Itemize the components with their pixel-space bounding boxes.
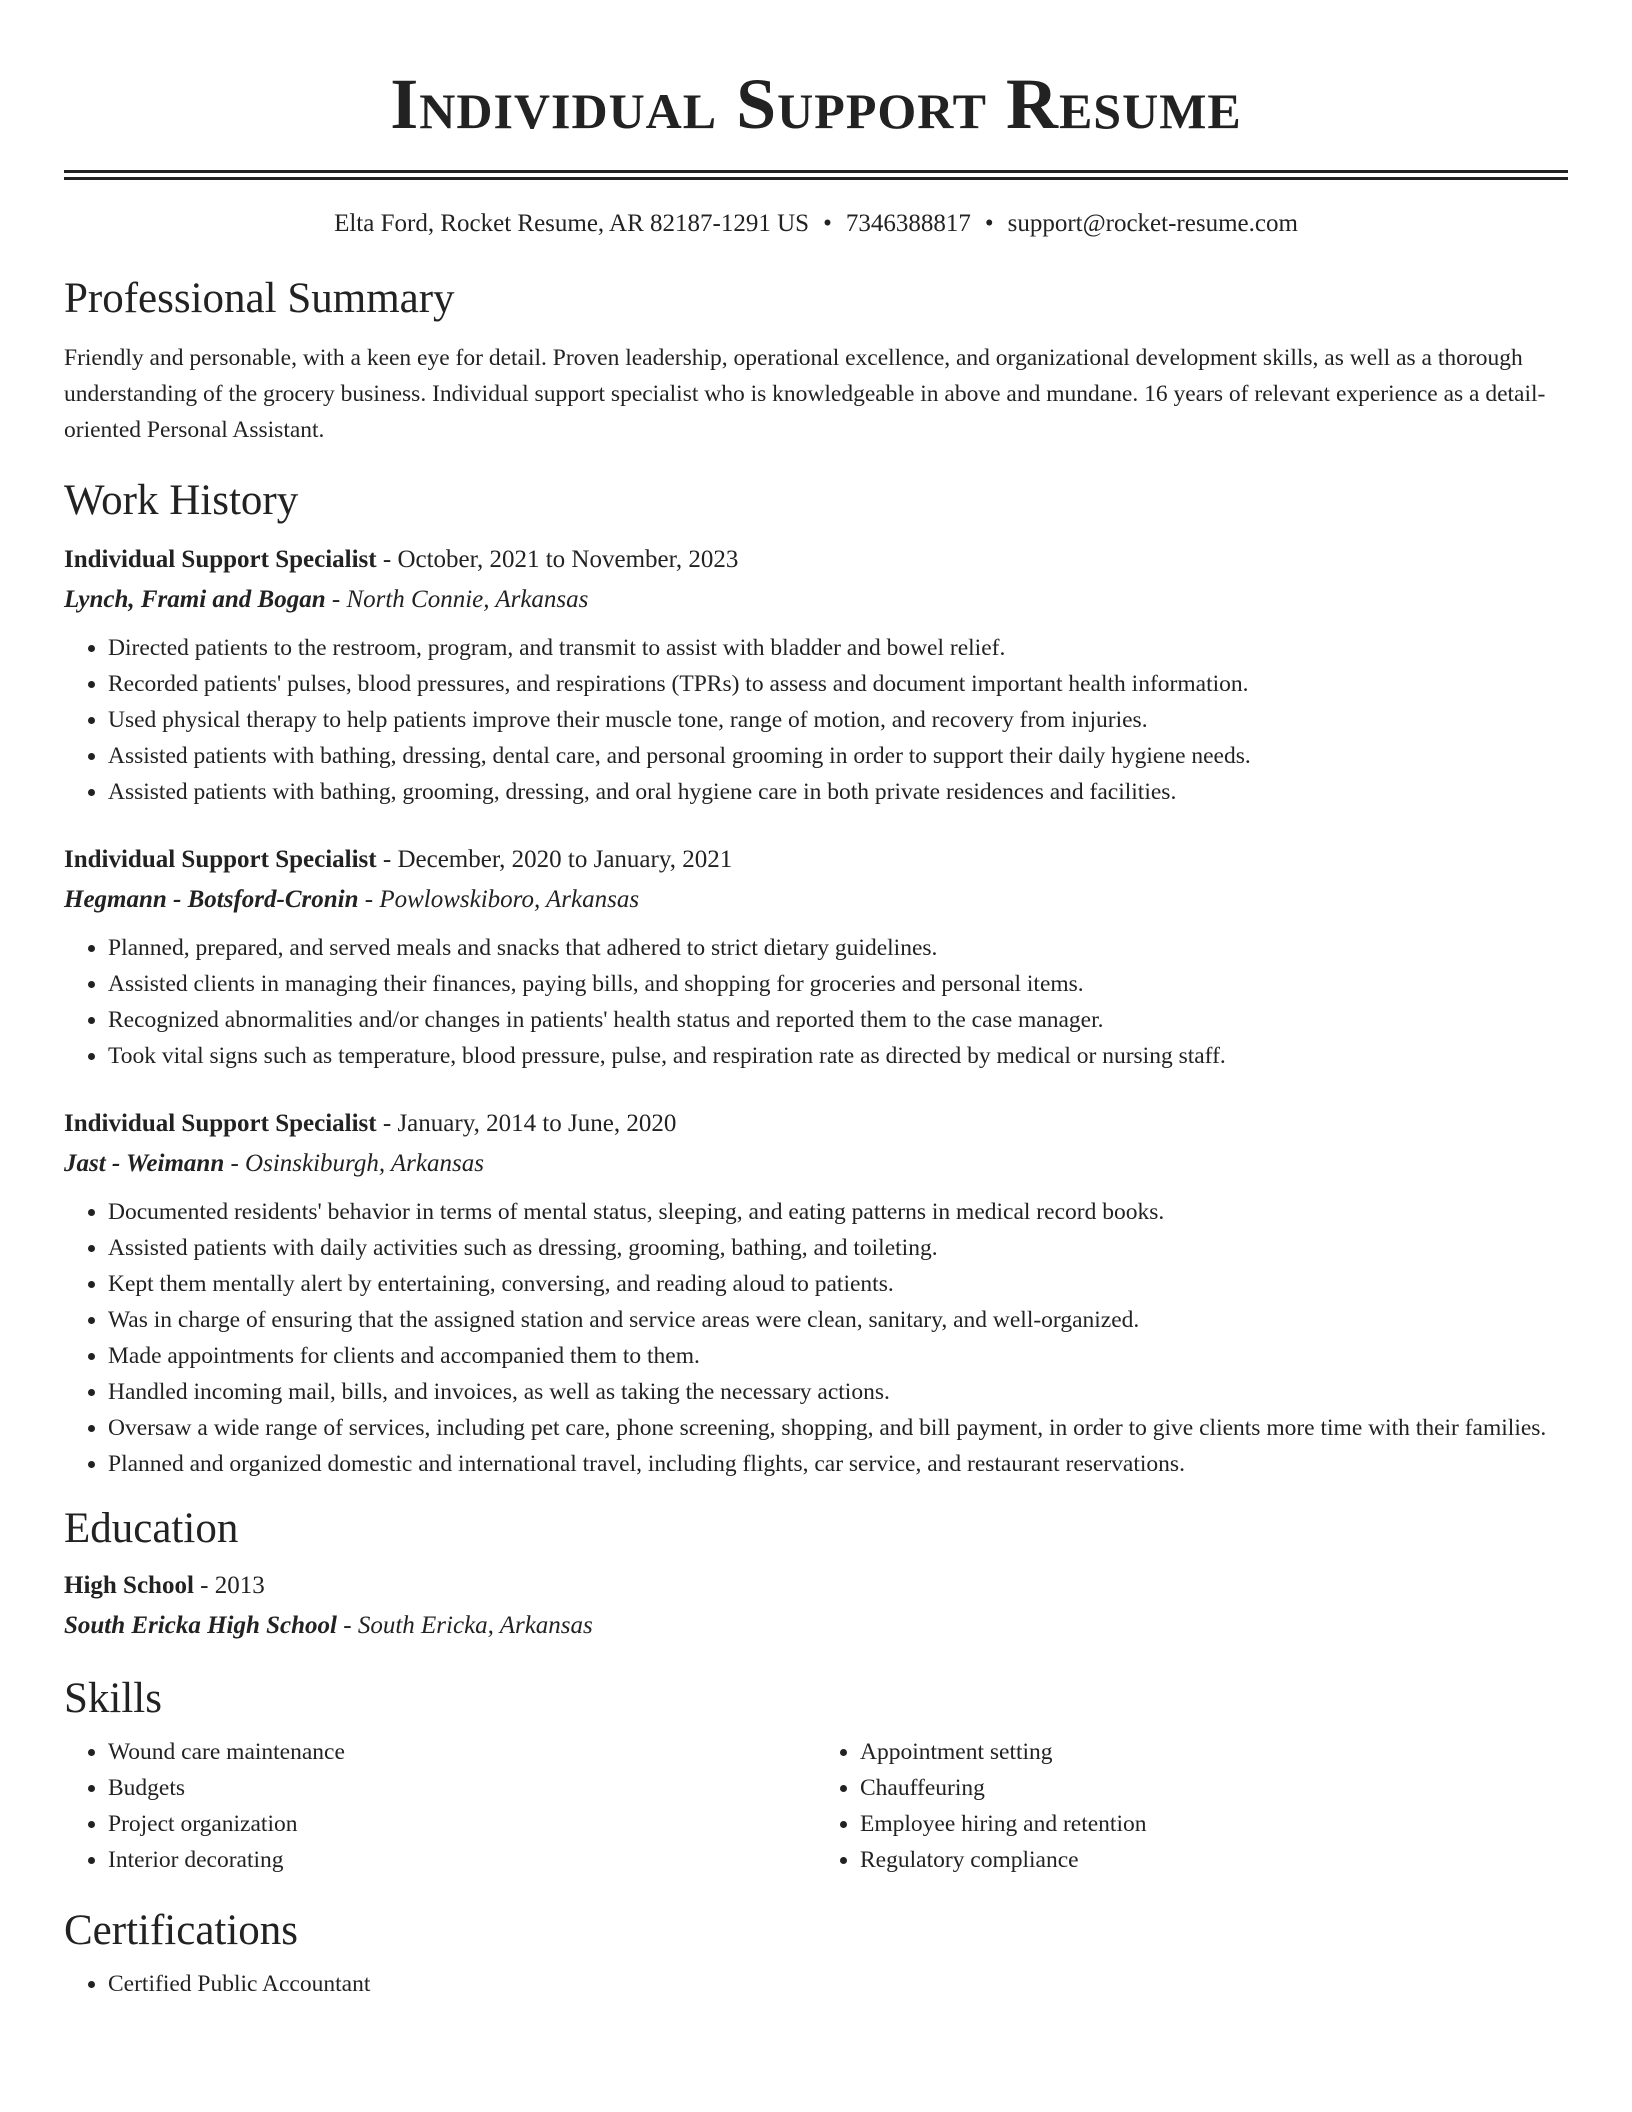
job-duties-list: [64, 930, 1568, 1074]
job-duty: • Took vital signs such as temperature, blood pressure, pulse, and respiration rate as directed by medical or nursing staff.: [108, 1038, 1568, 1074]
job-duty: • Assisted clients in managing their finances, paying bills, and shopping for groceries and personal items.: [108, 966, 1568, 1002]
education-year: - 2013: [193, 1572, 265, 1599]
work-history-heading: Work History: [64, 477, 299, 524]
job-duty: • Handled incoming mail, bills, and invoices, as well as taking the necessary actions.: [108, 1374, 1568, 1410]
job-duty: • Assisted patients with bathing, grooming, dressing, and oral hygiene care in both private residences and facilities.: [108, 774, 1568, 810]
job-duty: • Recognized abnormalities and/or changes in patients' health status and reported them to the case manager.: [108, 1002, 1568, 1038]
contact-separator: •: [823, 210, 832, 237]
education-school-line: [64, 1606, 1568, 1646]
certification-item: • Certified Public Accountant: [108, 1966, 1568, 2002]
job-duty: • Planned, prepared, and served meals and snacks that adhered to strict dietary guidelines.: [108, 930, 1568, 966]
job-company: Hegmann - Botsford-Cronin: [64, 886, 359, 913]
job-title: Individual Support Specialist: [64, 846, 377, 873]
job-entry: [64, 540, 1568, 810]
skill-item: • Chauffeuring: [860, 1770, 1568, 1806]
contact-line: [64, 208, 1568, 240]
job-duty: • Documented residents' behavior in terms of mental status, sleeping, and eating patterns in medical record books.: [108, 1194, 1568, 1230]
job-company: Jast - Weimann: [64, 1150, 225, 1177]
job-title-line: [64, 540, 1568, 580]
education-degree-line: [64, 1566, 1568, 1606]
job-duties-list: [64, 1194, 1568, 1482]
job-duty: • Used physical therapy to help patients improve their muscle tone, range of motion, and recovery from injuries.: [108, 702, 1568, 738]
job-duty: • Recorded patients' pulses, blood pressures, and respirations (TPRs) to assess and document important health information.: [108, 666, 1568, 702]
resume-title: Individual Support Resume: [390, 64, 1242, 144]
skills-list-left: [64, 1734, 816, 1878]
job-entry: [64, 1104, 1568, 1482]
certifications-heading: Certifications: [64, 1907, 299, 1954]
skill-item: • Appointment setting: [860, 1734, 1568, 1770]
education-heading: Education: [64, 1505, 239, 1552]
job-duty: • Made appointments for clients and accompanied them to them.: [108, 1338, 1568, 1374]
skill-item: • Interior decorating: [108, 1842, 816, 1878]
job-location: - Powlowskiboro, Arkansas: [358, 886, 640, 913]
job-dates: - December, 2020 to January, 2021: [376, 846, 733, 873]
job-duty: • Assisted patients with daily activities such as dressing, grooming, bathing, and toileting.: [108, 1230, 1568, 1266]
contact-separator: •: [984, 210, 994, 237]
education-school: South Ericka High School: [64, 1612, 337, 1639]
job-duty: • Directed patients to the restroom, program, and transmit to assist with bladder and bowel relief.: [108, 630, 1568, 666]
job-company: Lynch, Frami and Bogan: [64, 586, 326, 613]
education-location: - South Ericka, Arkansas: [337, 1612, 593, 1639]
job-duties-list: [64, 630, 1568, 810]
summary-text: Friendly and personable, with a keen eye for detail. Proven leadership, operational excellence, and organizational development skills, as well as a thorough understanding of the grocery business. Individual support specialist who is knowledgeable in above and mundane. 16 years of relevant experience as a detail-oriented Personal Assistant.: [64, 345, 1546, 443]
job-duty: • Kept them mentally alert by entertaining, conversing, and reading aloud to patients.: [108, 1266, 1568, 1302]
skill-item: • Employee hiring and retention: [860, 1806, 1568, 1842]
summary-heading: Professional Summary: [64, 275, 455, 322]
job-company-line: [64, 1144, 1568, 1184]
education-entry: [64, 1566, 1568, 1646]
education-degree: High School: [64, 1572, 194, 1599]
job-title: Individual Support Specialist: [64, 1110, 377, 1137]
job-duty: • Planned and organized domestic and international travel, including flights, car service, and restaurant reservations.: [108, 1446, 1568, 1482]
job-company-line: [64, 580, 1568, 620]
job-entry: [64, 840, 1568, 1074]
contact-email: support@rocket-resume.com: [1007, 210, 1298, 237]
job-title-line: [64, 840, 1568, 880]
job-dates: - January, 2014 to June, 2020: [376, 1110, 677, 1137]
resume-page: [64, 0, 1568, 2002]
contact-address: Elta Ford, Rocket Resume, AR 82187-1291 US: [334, 210, 810, 237]
job-duty: • Oversaw a wide range of services, including pet care, phone screening, shopping, and bill payment, in order to give clients more time with their families.: [108, 1410, 1568, 1446]
job-company-line: [64, 880, 1568, 920]
job-duty: • Was in charge of ensuring that the assigned station and service areas were clean, sanitary, and well-organized.: [108, 1302, 1568, 1338]
skills-heading: Skills: [64, 1675, 162, 1722]
skill-item: • Wound care maintenance: [108, 1734, 816, 1770]
skill-item: • Project organization: [108, 1806, 816, 1842]
job-dates: - October, 2021 to November, 2023: [376, 546, 739, 573]
title-double-rule: [64, 170, 1568, 180]
certifications-list: [64, 1966, 1568, 2002]
job-title: Individual Support Specialist: [64, 546, 377, 573]
job-title-line: [64, 1104, 1568, 1144]
job-location: - Osinskiburgh, Arkansas: [224, 1150, 484, 1177]
contact-phone: 7346388817: [845, 210, 971, 237]
job-location: - North Connie, Arkansas: [325, 586, 589, 613]
skills-list-right: [816, 1734, 1568, 1878]
skill-item: • Regulatory compliance: [860, 1842, 1568, 1878]
job-duty: • Assisted patients with bathing, dressing, dental care, and personal grooming in order to support their daily hygiene needs.: [108, 738, 1568, 774]
skills-grid: [64, 1734, 1568, 1878]
skill-item: • Budgets: [108, 1770, 816, 1806]
